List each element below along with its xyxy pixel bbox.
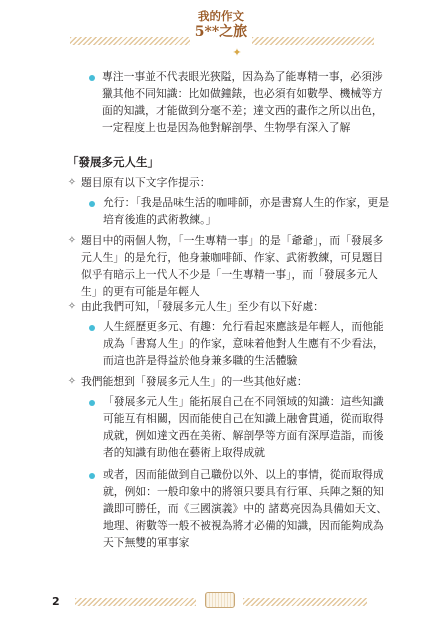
diamond-icon: ✧	[67, 301, 77, 312]
bullet-icon	[89, 400, 95, 406]
intro-line: 專注一事並不代表眼光狹隘，因為為了能專精一事，必須涉	[102, 70, 383, 83]
sub-point-line: 可能互有相關，因而能使自己在知識上融會貫通，從而取得	[103, 412, 384, 425]
header-ornament-right	[252, 37, 374, 45]
sub-point-line: 或者，因而能做到自己職份以外、以上的事情，從而取得成	[103, 468, 384, 481]
sub-point-line: 者的知識有助他在藝術上取得成就	[103, 446, 265, 459]
intro-line: 一定程度上也是因為他對解剖學、生物學有深入了解	[102, 121, 351, 134]
point-line: 題目中的兩個人物，「一生專精一事」的是「爺爺」，而「發展多	[81, 234, 384, 247]
logo-top-text: 我的作文	[198, 9, 244, 23]
point-line: 元人生」的是允行，他身兼咖啡師、作家、武術教練，可見題目	[81, 251, 384, 264]
sub-point-line: 成就，例如達文西在美術、解剖學等方面有深厚造詣，而後	[103, 429, 384, 442]
sub-point-line: 就，例如：一般印象中的將領只要具有行軍、兵陣之類的知	[103, 485, 384, 498]
intro-line: 面的知識，才能做到分毫不差；達文西的畫作之所以出色，	[102, 104, 383, 117]
page-number: 2	[52, 595, 60, 608]
footer-badge-icon	[205, 592, 235, 608]
diamond-icon: ✧	[67, 376, 77, 387]
sub-point-line: 成為「書寫人生」的作家，意味着他對人生應有不少看法，	[103, 337, 384, 350]
sub-point-line: 「發展多元人生」能拓展自己在不同領域的知識：這些知識	[103, 395, 384, 408]
header-ornament-left	[70, 37, 190, 45]
logo-bottom-text: 5**之旅	[194, 24, 248, 40]
sub-point-line: 地理、術數等一般不被視為將才必備的知識，因而能夠成為	[103, 519, 384, 532]
diamond-icon: ✧	[67, 177, 77, 188]
sub-point-line: 識即可勝任，而《三國演義》中的 諸葛亮因為具備如天文、	[103, 502, 388, 515]
section-title: 「發展多元人生」	[67, 155, 159, 169]
bullet-icon	[89, 473, 95, 479]
sub-point-line: 天下無雙的軍事家	[103, 536, 190, 549]
point-line: 由此我們可知，「發展多元人生」至少有以下好處：	[81, 300, 324, 313]
bullet-icon	[89, 325, 95, 331]
bullet-icon	[89, 201, 95, 207]
footer-ornament-left	[75, 598, 196, 606]
point-line: 似乎有暗示上一代人不少是「一生專精一事」，而「發展多元人	[81, 268, 378, 281]
sub-point-line: 而這也許是得益於他身兼多職的生活體驗	[103, 354, 298, 367]
sub-point-line: 人生經歷更多元、有趣：允行看起來應該是年輕人，而他能	[103, 320, 384, 333]
point-line: 生」的更有可能是年輕人	[81, 285, 200, 298]
star-icon: ✦	[232, 46, 242, 59]
diamond-icon: ✧	[67, 235, 77, 246]
point-line: 我們能想到「發展多元人生」的一些其他好處：	[81, 375, 308, 388]
sub-point-line: 培育後進的武術教練。」	[103, 213, 217, 226]
intro-line: 獵其他不同知識：比如做鐘錶，也必須有如數學、機械等方	[102, 87, 383, 100]
point-line: 題目原有以下文字作提示：	[81, 176, 211, 189]
bullet-icon	[89, 75, 95, 81]
footer-ornament-right	[243, 598, 367, 606]
sub-point-line: 允行：「我是品味生活的咖啡師，亦是書寫人生的作家，更是	[103, 196, 390, 209]
book-logo	[183, 8, 259, 68]
